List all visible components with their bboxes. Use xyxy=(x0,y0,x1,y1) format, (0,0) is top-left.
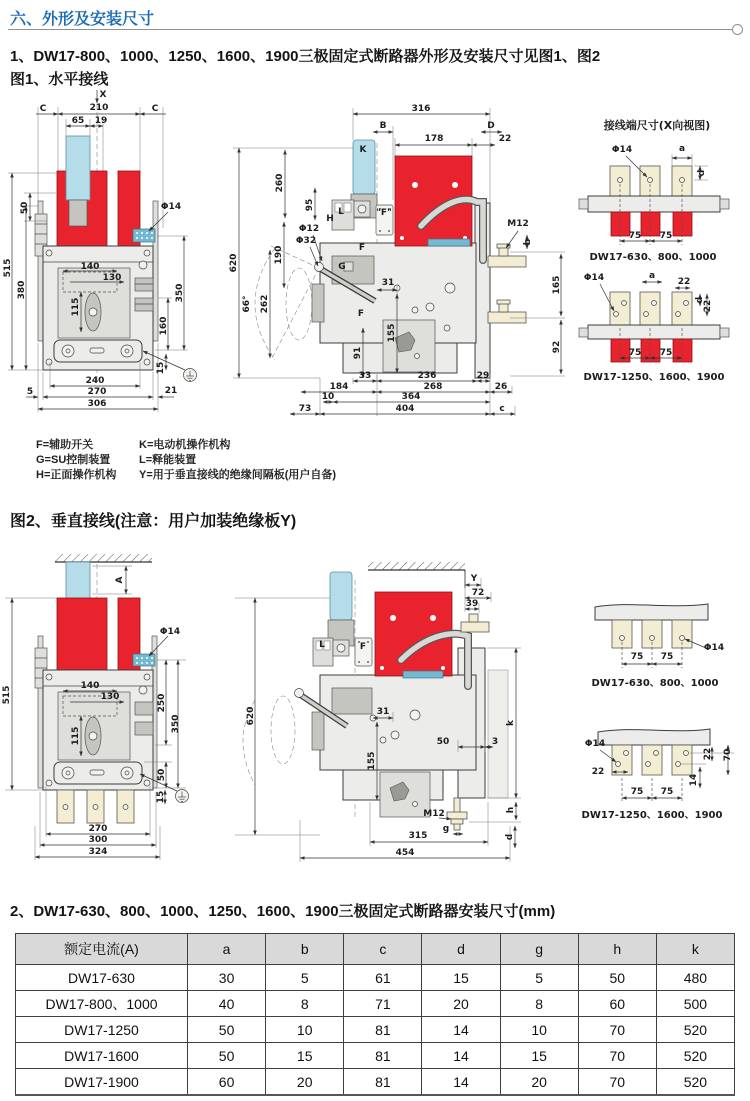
table-cell: 50 xyxy=(188,1043,266,1069)
install-dims-title: 2、DW17-630、800、1000、1250、1600、1900三极固定式断路器安装尺寸(mm) xyxy=(10,903,556,920)
dim-label: Φ12 xyxy=(298,224,320,234)
dim-label: 15 xyxy=(156,790,166,804)
legend-item: F=辅助开关 xyxy=(36,439,94,451)
table-row xyxy=(16,965,735,991)
dim-label: 140 xyxy=(80,262,100,272)
table-body xyxy=(16,965,735,1096)
dim-label: 130 xyxy=(102,273,122,283)
table-header-cell: d xyxy=(422,934,500,965)
dim-label: 22 xyxy=(703,299,713,313)
dim-label: 75 xyxy=(630,652,644,662)
table-cell: 50 xyxy=(578,965,656,991)
dim-label: C xyxy=(39,104,47,114)
dim-label: 66° xyxy=(242,295,252,313)
table-cell: 15 xyxy=(422,965,500,991)
table-cell: 14 xyxy=(422,1017,500,1043)
legend-item: G=SU控制装置 xyxy=(36,454,111,466)
dim-label: d xyxy=(697,169,707,177)
table-cell: 520 xyxy=(656,1017,734,1043)
dim-label: "F" xyxy=(376,208,392,218)
dim-label: DW17-1250、1600、1900 xyxy=(583,372,725,383)
dim-label: 315 xyxy=(408,831,428,841)
dim-label: 31 xyxy=(381,278,395,288)
dim-label: 92 xyxy=(552,340,562,354)
table-header-cell: 额定电流(A) xyxy=(16,934,188,965)
dim-label: 324 xyxy=(88,847,108,857)
rule-end-circle xyxy=(732,24,743,35)
dim-label: 306 xyxy=(87,399,107,409)
dim-label: 620 xyxy=(229,253,239,273)
table-cell: DW17-800、1000 xyxy=(16,991,188,1017)
dim-label: G xyxy=(338,262,346,272)
dim-label: 50 xyxy=(20,201,30,215)
dim-label: a xyxy=(678,144,686,154)
dim-label: c xyxy=(499,404,505,414)
dim-label: 75 xyxy=(660,652,674,662)
dim-label: H xyxy=(326,214,334,224)
fig2-front-view-drawing xyxy=(0,540,230,880)
table-cell: DW17-1250 xyxy=(16,1017,188,1043)
table-cell: 70 xyxy=(578,1043,656,1069)
dim-label: 210 xyxy=(89,103,109,113)
dim-label: 接线端尺寸(X向视图) xyxy=(603,119,711,132)
ground-symbol-icon xyxy=(176,790,189,803)
table-cell: 15 xyxy=(500,1043,578,1069)
table-cell: 50 xyxy=(188,1017,266,1043)
dim-label: 5 xyxy=(26,387,34,397)
dim-label: 115 xyxy=(71,297,81,317)
dim-label: 22 xyxy=(591,767,605,777)
dim-label: 50 xyxy=(157,768,167,782)
dim-label: 14 xyxy=(689,773,699,787)
fig2-title: 图2、垂直接线(注意：用户加装绝缘板Y) xyxy=(10,513,297,530)
table-cell: 30 xyxy=(188,965,266,991)
dim-label: d xyxy=(695,296,705,304)
dim-label: 262 xyxy=(260,294,270,314)
intro-paragraph: 1、DW17-800、1000、1250、1600、1900三极固定式断路器外形及安装尺寸见图1、图2 xyxy=(10,48,601,65)
dim-label: 10 xyxy=(321,392,335,402)
dim-label: k xyxy=(506,720,516,726)
legend-row xyxy=(36,438,336,453)
dim-label: 236 xyxy=(417,371,437,381)
fig1-front-view-drawing xyxy=(0,88,230,436)
dim-label: 270 xyxy=(87,387,107,397)
dim-label: 75 xyxy=(660,787,674,797)
table-cell: 14 xyxy=(422,1069,500,1096)
dim-label: 115 xyxy=(71,726,81,746)
dim-label: 75 xyxy=(659,231,673,241)
table-cell: 81 xyxy=(344,1017,422,1043)
dim-label: g xyxy=(442,824,450,834)
dim-label: 184 xyxy=(329,382,349,392)
dim-label: a xyxy=(648,271,656,281)
table-cell: 15 xyxy=(266,1043,344,1069)
dim-label: 75 xyxy=(628,348,642,358)
dim-label: L xyxy=(319,640,325,650)
dim-label: 160 xyxy=(159,316,169,336)
fig2-terminal-views-drawing xyxy=(560,560,750,860)
fig2-side-view-drawing xyxy=(225,540,570,880)
dim-label: 75 xyxy=(630,787,644,797)
table-cell: 10 xyxy=(266,1017,344,1043)
figure-legend xyxy=(36,438,336,483)
table-cell: 81 xyxy=(344,1069,422,1096)
dim-label: 140 xyxy=(80,681,100,691)
table-cell: 20 xyxy=(500,1069,578,1096)
table-header-cell: c xyxy=(344,934,422,965)
table-header-cell: h xyxy=(578,934,656,965)
table-row xyxy=(16,1069,735,1096)
table-row xyxy=(16,1043,735,1069)
dim-label: DW17-630、800、1000 xyxy=(591,678,719,689)
table-cell: 70 xyxy=(578,1017,656,1043)
dim-label: 165 xyxy=(552,275,562,295)
dim-label: 515 xyxy=(3,258,13,278)
legend-row xyxy=(36,453,336,468)
dim-label: 26 xyxy=(494,382,508,392)
dim-label: Φ14 xyxy=(160,202,182,212)
table-header-cell: b xyxy=(266,934,344,965)
dim-label: C xyxy=(151,104,159,114)
dim-label: 350 xyxy=(171,714,181,734)
dim-label: F xyxy=(359,642,367,652)
dim-label: 22 xyxy=(498,134,512,144)
table-header-cell: a xyxy=(188,934,266,965)
legend-item: K=电动机操作机构 xyxy=(139,439,231,451)
table-cell: 8 xyxy=(266,991,344,1017)
dim-label: b xyxy=(523,238,533,246)
dim-label: 268 xyxy=(423,382,443,392)
dim-label: 70 xyxy=(723,748,733,762)
table-cell: 60 xyxy=(188,1069,266,1096)
dim-label: 155 xyxy=(367,751,377,771)
fig1-title: 图1、水平接线 xyxy=(10,71,109,88)
dim-label: d xyxy=(505,833,515,841)
table-cell: 8 xyxy=(500,991,578,1017)
table-row xyxy=(16,1017,735,1043)
table-cell: 5 xyxy=(266,965,344,991)
table-cell: 5 xyxy=(500,965,578,991)
dim-label: 250 xyxy=(157,693,167,713)
table-cell: 520 xyxy=(656,1069,734,1096)
dim-label: F xyxy=(357,309,365,319)
table-cell: DW17-1600 xyxy=(16,1043,188,1069)
dim-label: 178 xyxy=(424,134,444,144)
installation-dimensions-table xyxy=(15,933,735,1096)
dim-label: 95 xyxy=(305,198,315,212)
table-header-cell: g xyxy=(500,934,578,965)
table-cell: 10 xyxy=(500,1017,578,1043)
page-title: 六、外形及安装尺寸 xyxy=(10,11,155,28)
dim-label: 240 xyxy=(85,376,105,386)
table-header-cell: k xyxy=(656,934,734,965)
dim-label: Φ14 xyxy=(159,627,181,637)
table-cell: 71 xyxy=(344,991,422,1017)
table-cell: 480 xyxy=(656,965,734,991)
fig1-side-view-drawing xyxy=(225,88,570,440)
dim-label: 3 xyxy=(491,737,499,747)
legend-item: L=释能装置 xyxy=(139,454,197,466)
dim-label: 19 xyxy=(94,116,108,126)
table-cell: DW17-1900 xyxy=(16,1069,188,1096)
dim-label: DW17-1250、1600、1900 xyxy=(581,810,723,821)
dim-label: 515 xyxy=(2,685,12,705)
dim-label: DW17-630、800、1000 xyxy=(589,252,717,263)
dim-label: Φ14 xyxy=(584,739,606,749)
dim-label: 260 xyxy=(275,173,285,193)
dim-label: 31 xyxy=(376,707,390,717)
dim-label: 39 xyxy=(465,599,479,609)
dim-label: 620 xyxy=(246,706,256,726)
dim-label: 270 xyxy=(88,824,108,834)
table-cell: 20 xyxy=(266,1069,344,1096)
header-rule xyxy=(8,29,732,30)
legend-row xyxy=(36,468,336,483)
legend-item: H=正面操作机构 xyxy=(36,469,117,481)
dim-label: X xyxy=(99,90,107,100)
table-cell: 61 xyxy=(344,965,422,991)
dim-label: 130 xyxy=(100,692,120,702)
dim-label: B xyxy=(379,121,387,131)
dim-label: F xyxy=(358,243,366,253)
dim-label: Φ14 xyxy=(583,273,605,283)
table-row xyxy=(16,991,735,1017)
dim-label: 91 xyxy=(353,346,363,360)
table-cell: 60 xyxy=(578,991,656,1017)
dim-label: 65 xyxy=(71,116,85,126)
dim-label: Φ32 xyxy=(295,236,317,246)
dim-label: 380 xyxy=(17,280,27,300)
dim-label: 29 xyxy=(476,371,490,381)
dim-label: M12 xyxy=(423,809,445,819)
dim-label: 73 xyxy=(298,404,312,414)
dim-label: 404 xyxy=(395,404,415,414)
dim-label: 50 xyxy=(436,737,450,747)
dim-label: h xyxy=(506,806,516,814)
dim-label: 15 xyxy=(156,361,166,375)
dim-label: 22 xyxy=(677,277,691,287)
table-cell: 70 xyxy=(578,1069,656,1096)
dim-label: M12 xyxy=(507,219,529,229)
dim-label: D xyxy=(487,121,495,131)
table-cell: 40 xyxy=(188,991,266,1017)
table-cell: 81 xyxy=(344,1043,422,1069)
dim-label: 316 xyxy=(411,104,431,114)
table-header-row xyxy=(16,934,735,965)
dim-label: K xyxy=(359,145,367,155)
legend-item: Y=用于垂直接线的绝缘间隔板(用户自备) xyxy=(139,469,337,481)
dim-label: 21 xyxy=(164,386,178,396)
dim-label: 72 xyxy=(471,588,485,598)
dim-label: 350 xyxy=(175,283,185,303)
dim-label: A xyxy=(115,576,125,584)
dim-label: Φ14 xyxy=(611,145,633,155)
dim-label: 190 xyxy=(274,245,284,265)
table-cell: 520 xyxy=(656,1043,734,1069)
dim-label: 300 xyxy=(88,835,108,845)
dim-label: 22 xyxy=(703,747,713,761)
dim-label: Φ14 xyxy=(703,643,725,653)
dim-label: 75 xyxy=(628,231,642,241)
fig1-terminal-views-drawing xyxy=(560,110,750,410)
dim-label: 33 xyxy=(358,371,372,381)
table-cell: 20 xyxy=(422,991,500,1017)
dim-label: 75 xyxy=(659,348,673,358)
table-cell: 14 xyxy=(422,1043,500,1069)
dim-label: Y xyxy=(470,574,478,584)
dim-label: 364 xyxy=(401,392,421,402)
ground-symbol-icon xyxy=(184,369,197,382)
dim-label: 454 xyxy=(395,848,415,858)
dim-label: L xyxy=(338,207,344,217)
table-cell: DW17-630 xyxy=(16,965,188,991)
dim-label: 155 xyxy=(387,323,397,343)
table-cell: 500 xyxy=(656,991,734,1017)
install-dims-table-wrap xyxy=(15,933,735,1096)
